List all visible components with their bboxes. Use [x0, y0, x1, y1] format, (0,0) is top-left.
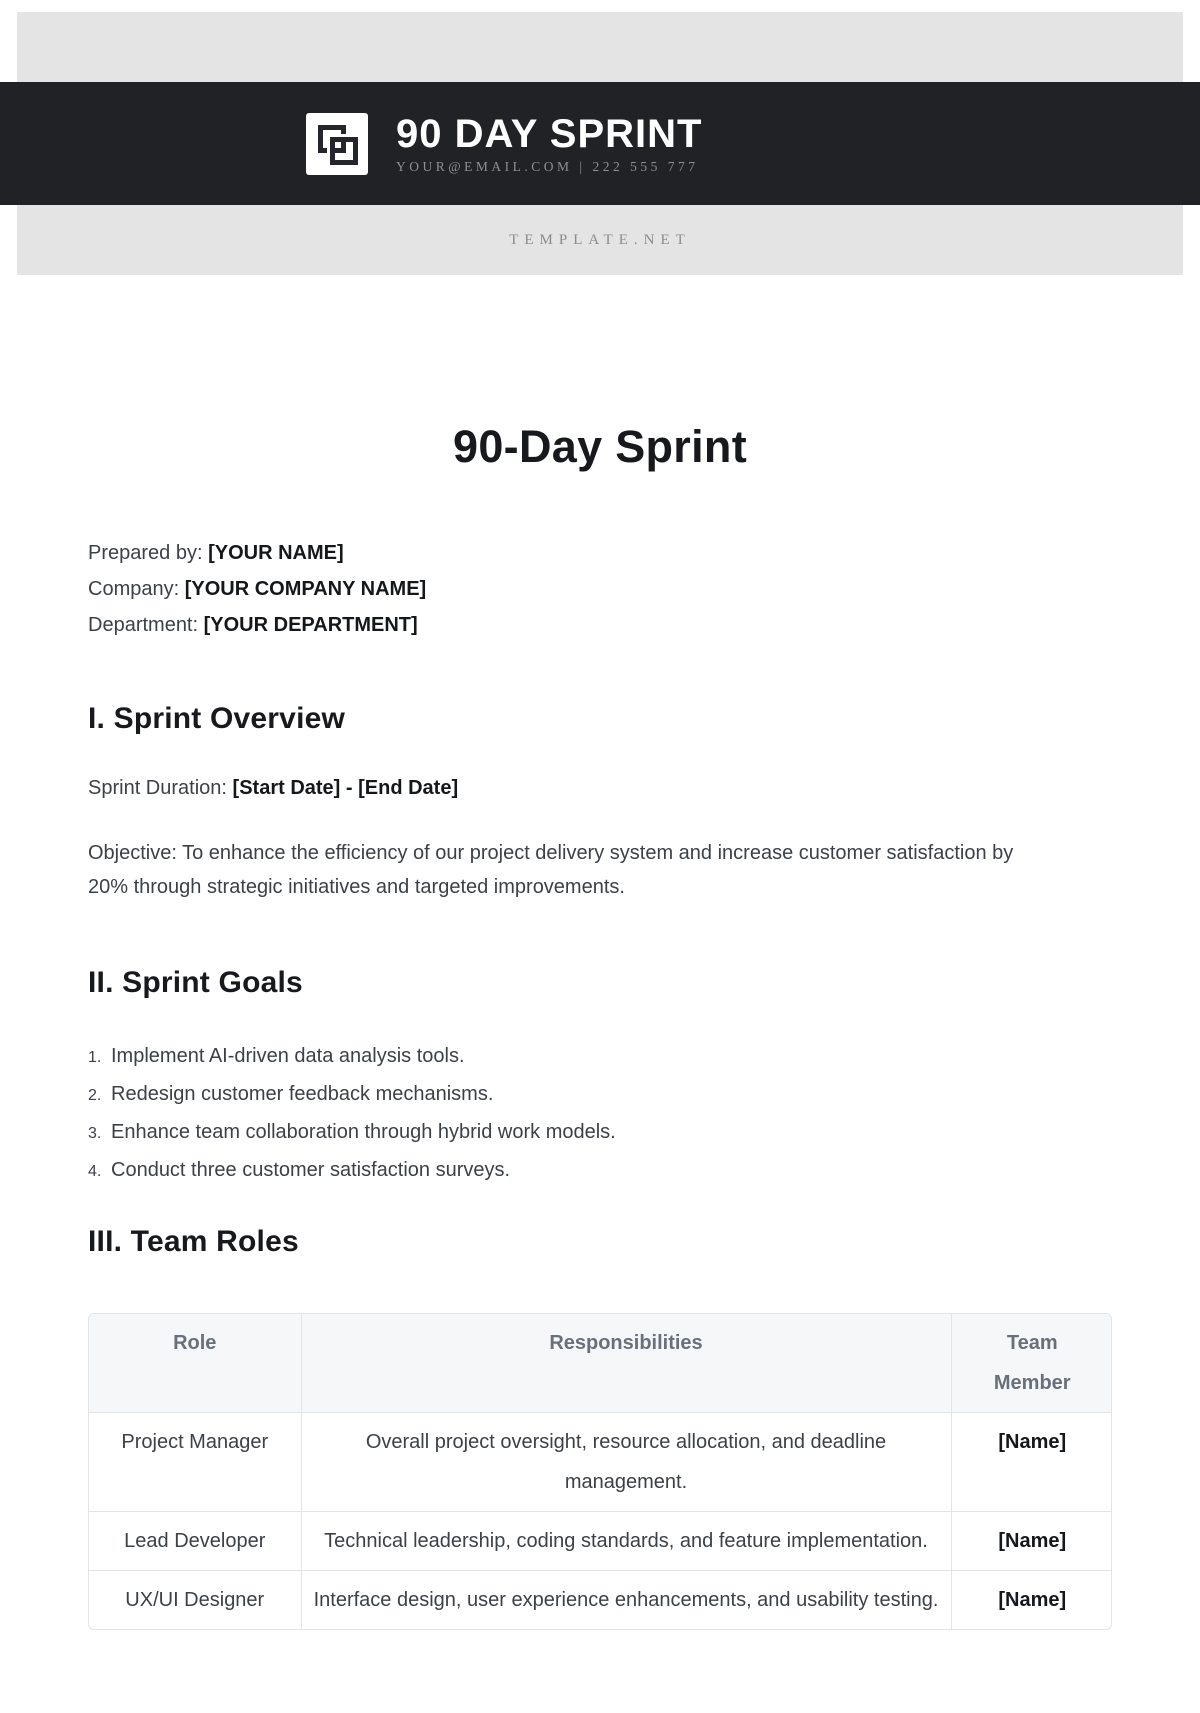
cell-team-member: [Name]: [951, 1512, 1112, 1571]
section-sprint-goals: [88, 964, 1112, 1190]
cell-role: Project Manager: [89, 1413, 301, 1512]
document-body: [0, 421, 1200, 1630]
goals-list: [88, 1038, 1112, 1190]
cell-role: Lead Developer: [89, 1512, 301, 1571]
header-title: 90 DAY SPRINT: [396, 112, 703, 156]
team-roles-table: [88, 1313, 1112, 1630]
column-header-responsibilities: Responsibilities: [301, 1314, 951, 1413]
header-contact: YOUR@EMAIL.COM | 222 555 777: [396, 159, 699, 174]
sprint-duration-line: [88, 772, 1112, 805]
header-text-block: [396, 112, 702, 175]
header-bar: [0, 82, 1200, 205]
top-gray-band: [17, 12, 1183, 82]
goal-item: [88, 1038, 1112, 1076]
sprint-overview-heading: I. Sprint Overview: [88, 702, 346, 735]
goal-text: Implement AI-driven data analysis tools.: [111, 1045, 465, 1067]
goal-item: [88, 1114, 1112, 1152]
meta-department-label: Department:: [88, 614, 199, 636]
sprint-duration-label: Sprint Duration:: [88, 777, 227, 799]
objective-paragraph: Objective: To enhance the efficiency of our project delivery system and increase customer satisfaction by 20% through strategic initiatives and targeted improvements.: [88, 842, 1014, 898]
brand-logo: [306, 113, 368, 175]
team-roles-heading: III. Team Roles: [88, 1225, 299, 1258]
cell-responsibilities: Interface design, user experience enhancements, and usability testing.: [301, 1571, 951, 1630]
goal-text: Enhance team collaboration through hybrid work models.: [111, 1121, 616, 1143]
overlapping-squares-icon: [330, 137, 358, 165]
document-title: 90-Day Sprint: [453, 421, 747, 472]
meta-prepared-value: [YOUR NAME]: [208, 542, 344, 564]
meta-department-value: [YOUR DEPARTMENT]: [203, 614, 418, 636]
meta-prepared-label: Prepared by:: [88, 542, 203, 564]
cell-role: UX/UI Designer: [89, 1571, 301, 1630]
meta-company-label: Company:: [88, 578, 180, 600]
meta-company: [88, 571, 1112, 607]
goal-number: 1.: [88, 1049, 102, 1066]
cell-team-member: [Name]: [951, 1413, 1112, 1512]
cell-team-member: [Name]: [951, 1571, 1112, 1630]
table-header-row: [89, 1314, 1112, 1413]
site-banner: [17, 205, 1183, 275]
goal-number: 3.: [88, 1125, 102, 1142]
column-header-team-member: Team Member: [951, 1314, 1112, 1413]
meta-prepared-by: [88, 535, 1112, 571]
site-name: TEMPLATE.NET: [509, 231, 691, 248]
goal-text: Conduct three customer satisfaction surveys.: [111, 1159, 511, 1181]
goal-text: Redesign customer feedback mechanisms.: [111, 1083, 494, 1105]
table-row: [89, 1571, 1112, 1630]
sprint-goals-heading: II. Sprint Goals: [88, 966, 303, 999]
column-header-role: Role: [89, 1314, 301, 1413]
goal-number: 4.: [88, 1163, 102, 1180]
meta-company-value: [YOUR COMPANY NAME]: [184, 578, 427, 600]
meta-department: [88, 607, 1112, 643]
cell-responsibilities: Overall project oversight, resource allocation, and deadline management.: [301, 1413, 951, 1512]
goal-number: 2.: [88, 1087, 102, 1104]
document-meta: [88, 535, 1112, 643]
cell-responsibilities: Technical leadership, coding standards, and feature implementation.: [301, 1512, 951, 1571]
goal-item: [88, 1152, 1112, 1190]
sprint-duration-value: [Start Date] - [End Date]: [232, 777, 459, 799]
section-team-roles: [88, 1223, 1112, 1630]
goal-item: [88, 1076, 1112, 1114]
section-sprint-overview: [88, 700, 1112, 904]
table-row: [89, 1413, 1112, 1512]
table-row: [89, 1512, 1112, 1571]
